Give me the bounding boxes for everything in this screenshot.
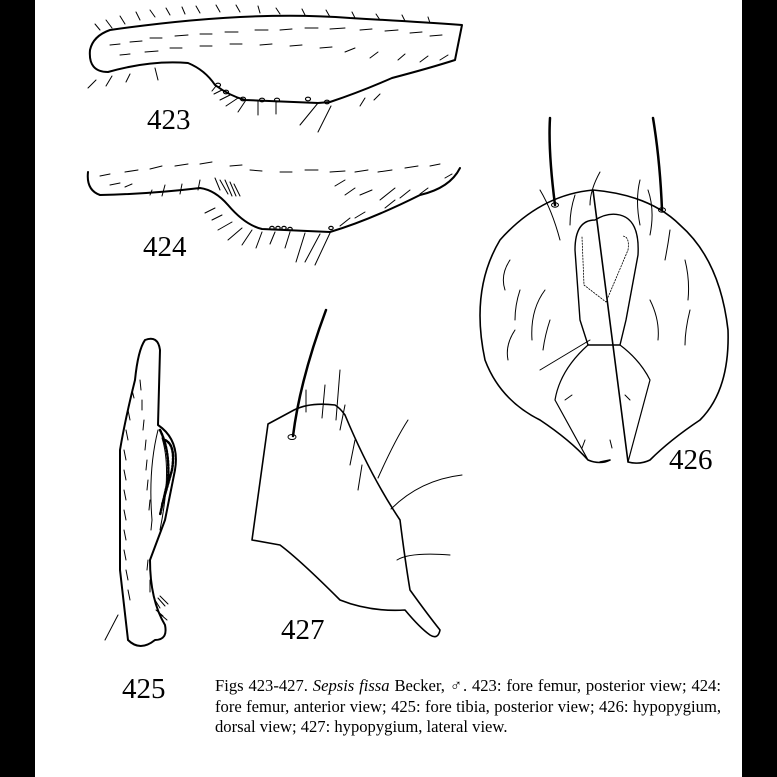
fig-427-drawing [252, 310, 462, 637]
caption-species: Sepsis fissa [312, 676, 390, 695]
figure-label-425: 425 [122, 673, 166, 705]
caption-author: Becker, [389, 676, 450, 695]
fig-423-drawing [88, 5, 462, 132]
figure-label-423: 423 [147, 104, 191, 136]
male-symbol-icon: ♂ [449, 676, 463, 695]
fig-426-drawing [480, 118, 728, 463]
figure-label-426: 426 [669, 444, 713, 476]
figure-label-424: 424 [143, 231, 187, 263]
caption-body: . 423: fore femur, posterior view; 424: fore femur, anterior view; 425: fore tibia, posterior view; 426: hypopygium, dorsal view; 427: hypopygium, lateral view. [215, 676, 721, 736]
figure-caption [215, 676, 721, 738]
figure-label-427: 427 [281, 614, 325, 646]
fig-425-drawing [105, 339, 176, 646]
caption-prefix: Figs 423-427. [215, 676, 313, 695]
